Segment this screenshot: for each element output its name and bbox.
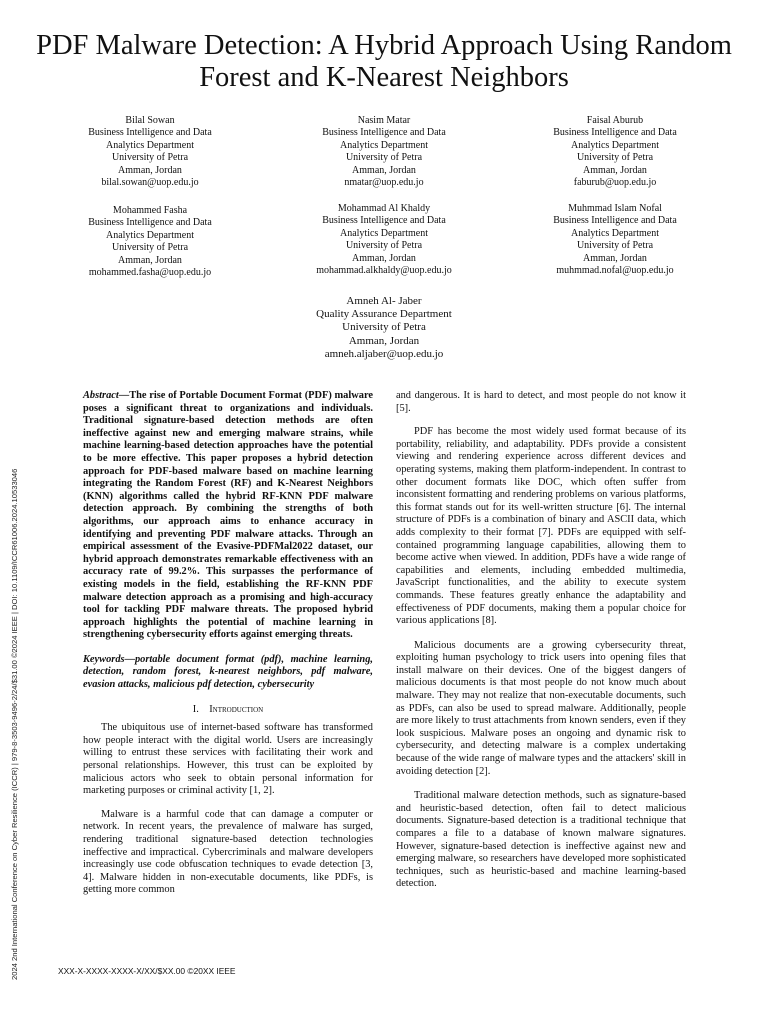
author-affiliation: Analytics Department xyxy=(105,139,195,151)
body-paragraph: and dangerous. It is hard to detect, and most people do not know it [5]. xyxy=(396,390,686,414)
abstract-text: —The rise of Portable Document Format (PDF) malware poses a significant threat to organizations and individuals. Traditional signature-based detection methods are often ineffective against new and emerging malware strains, while machine learning-based detection approaches have the potential to be more effective. This paper proposes a hybrid detection approach for PDF-based malware based on machine learning integrating the Random Forest (RF) and K-Nearest Neighbors (KNN) algorithms called the hybrid RF-KNN PDF malware detection approach. By combining the strengths of both algorithms, our approach aims to enhance accuracy in identifying and preventing PDF malware attacks. Through an empirical assessment of the Evasive-PDFMal2022 dataset, our hybrid approach demonstrates remarkable effectiveness with an accuracy rate of 99.2%. This surpasses the performance of existing models in the field, establishing the RF-KNN PDF malware detection approach as a promising and high-accuracy tool for tackling PDF malware threats. The proposed hybrid approach highlights the potential of machine learning in strengthening cybersecurity efforts against emerging threats. xyxy=(83,390,373,641)
body-paragraph: Traditional malware detection methods, such as signature-based and heuristic-based detection, often fail to detect malicious documents. Signature-based detection is a traditional technique that compares a file to a database of known malware signatures. However, signature-based detection is ineffective against new and emerging malware, so researchers have developed more sophisticated techniques, such as heuristic-based and machine learning-based detection. xyxy=(396,790,686,890)
author-affiliation: Business Intelligence and Data xyxy=(88,217,212,229)
author-university: University of Petra xyxy=(576,240,654,252)
author-university: University of Petra xyxy=(342,321,426,334)
author-name: Amneh Al- Jaber xyxy=(346,295,422,307)
author-university: University of Petra xyxy=(111,152,189,164)
author-email: amneh.aljaber@uop.edu.jo xyxy=(324,347,444,360)
author-affiliation: Analytics Department xyxy=(339,227,429,239)
author-email: bilal.sowan@uop.edu.jo xyxy=(101,177,199,189)
author-university: University of Petra xyxy=(111,242,189,254)
author-name: Faisal Aburub xyxy=(586,115,644,126)
author-email: mohammed.fasha@uop.edu.jo xyxy=(88,267,212,279)
author-location: Amman, Jordan xyxy=(348,334,420,347)
author-affiliation: Analytics Department xyxy=(570,227,660,239)
author-affiliation: Quality Assurance Department xyxy=(316,308,452,321)
section-heading xyxy=(83,704,373,717)
author-block xyxy=(505,115,725,189)
author-university: University of Petra xyxy=(345,152,423,164)
author-affiliation: Business Intelligence and Data xyxy=(553,215,677,227)
conference-sidebar-text: 2024 2nd International Conference on Cyber Resilience (ICCR) | 979-8-3503-9496-2/24/$31.00 ©2024 IEEE | DOI: 10.1109/ICCR61006.2024.10533046 xyxy=(10,468,19,980)
author-block xyxy=(40,205,260,279)
author-block xyxy=(274,295,494,361)
body-paragraph: Malicious documents are a growing cybersecurity threat, exploiting human psychology to trick users into opening files that install malware on their devices. One of the biggest dangers of malicious documents is that most people do not know much about malware. They may not realize that non-executable documents, such as PDFs, can also be used to spread malware. Additionally, people are more likely to trust attachments from known senders, even if they look suspicious. Malware poses an ongoing and dynamic risk to cybersecurity, and detecting malware is a complex undertaking because of the wide range of malware types and the attackers' skill in avoiding detection [2]. xyxy=(396,639,686,777)
section-title: Introduction xyxy=(209,703,264,715)
author-name: Muhmmad Islam Nofal xyxy=(568,203,662,214)
keywords: Keywords—portable document format (pdf), machine learning, detection, random forest, k-nearest neighbors, pdf malware, evasion attacks, malicious pdf detection, cybersecurity xyxy=(83,653,373,691)
author-block xyxy=(505,203,725,277)
author-affiliation: Business Intelligence and Data xyxy=(553,127,677,139)
author-location: Amman, Jordan xyxy=(583,252,647,264)
author-location: Amman, Jordan xyxy=(352,164,416,176)
left-column xyxy=(83,390,373,897)
paper-title: PDF Malware Detection: A Hybrid Approach Using Random Forest and K-Nearest Neighbors xyxy=(36,30,732,93)
author-location: Amman, Jordan xyxy=(352,252,416,264)
author-email: mohammad.alkhaldy@uop.edu.jo xyxy=(316,265,452,277)
author-email: faburub@uop.edu.jo xyxy=(573,177,657,189)
author-affiliation: Business Intelligence and Data xyxy=(322,215,446,227)
author-location: Amman, Jordan xyxy=(118,164,182,176)
body-paragraph: PDF has become the most widely used format because of its portability, reliability, and adaptability. PDFs provide a consistent viewing and rendering experience across different devices and operating systems, making them platform-independent. In contrast to other document formats like DOC, which often suffer from inconsistent formatting and rendering problems on various platforms, this format stands out for its well-written structure [6]. The internal structure of PDFs is a combination of binary and ASCII data, which adds complexity to their format [7]. PDFs are equipped with self-contained programming language capabilities, allowing them to become active when viewed. In addition, PDFs have a wide range of capabilities and elements, including embedded multimedia, JavaScript functionalities, and the ability to execute system commands. These features greatly enhance the adaptability and effectiveness of PDF documents, making them a popular choice for various applications [8]. xyxy=(396,426,686,627)
author-affiliation: Analytics Department xyxy=(570,139,660,151)
author-name: Nasim Matar xyxy=(357,115,411,126)
author-university: University of Petra xyxy=(345,240,423,252)
author-affiliation: Analytics Department xyxy=(105,229,195,241)
copyright-footer: XXX-X-XXXX-XXXX-X/XX/$XX.00 ©20XX IEEE xyxy=(58,966,236,976)
conference-sidebar xyxy=(10,468,30,1000)
author-affiliation: Business Intelligence and Data xyxy=(322,127,446,139)
right-column xyxy=(396,390,686,891)
author-location: Amman, Jordan xyxy=(583,164,647,176)
author-email: muhmmad.nofal@uop.edu.jo xyxy=(556,265,674,277)
abstract xyxy=(83,390,373,642)
author-name: Mohammad Al Khaldy xyxy=(337,203,431,214)
author-name: Bilal Sowan xyxy=(125,115,175,126)
author-university: University of Petra xyxy=(576,152,654,164)
author-location: Amman, Jordan xyxy=(118,254,182,266)
author-block xyxy=(40,115,260,189)
author-name: Mohammed Fasha xyxy=(112,205,188,216)
author-affiliation: Analytics Department xyxy=(339,139,429,151)
author-email: nmatar@uop.edu.jo xyxy=(344,177,424,189)
author-block xyxy=(274,115,494,189)
author-affiliation: Business Intelligence and Data xyxy=(88,127,212,139)
abstract-lead: Abstract xyxy=(83,390,119,401)
author-block xyxy=(274,203,494,277)
body-paragraph: The ubiquitous use of internet-based software has transformed how people interact with the digital world. Users are increasingly willing to entrust these services with facilitating their work and personal relationships. However, this trust can be exploited by malicious actors who seek to obtain personal information for marketing purposes or criminal activity [1, 2]. xyxy=(83,722,373,797)
body-paragraph: Malware is a harmful code that can damage a computer or network. In recent years, the prevalence of malware has surged, rendering traditional signature-based detection technologies ineffective and impractical. Cybercriminals and malware developers increasingly use code obfuscation techniques to evade detection [3, 4]. Malware hidden in non-executable documents, like PDFs, is getting more common xyxy=(83,808,373,896)
section-number: I. xyxy=(192,703,199,715)
